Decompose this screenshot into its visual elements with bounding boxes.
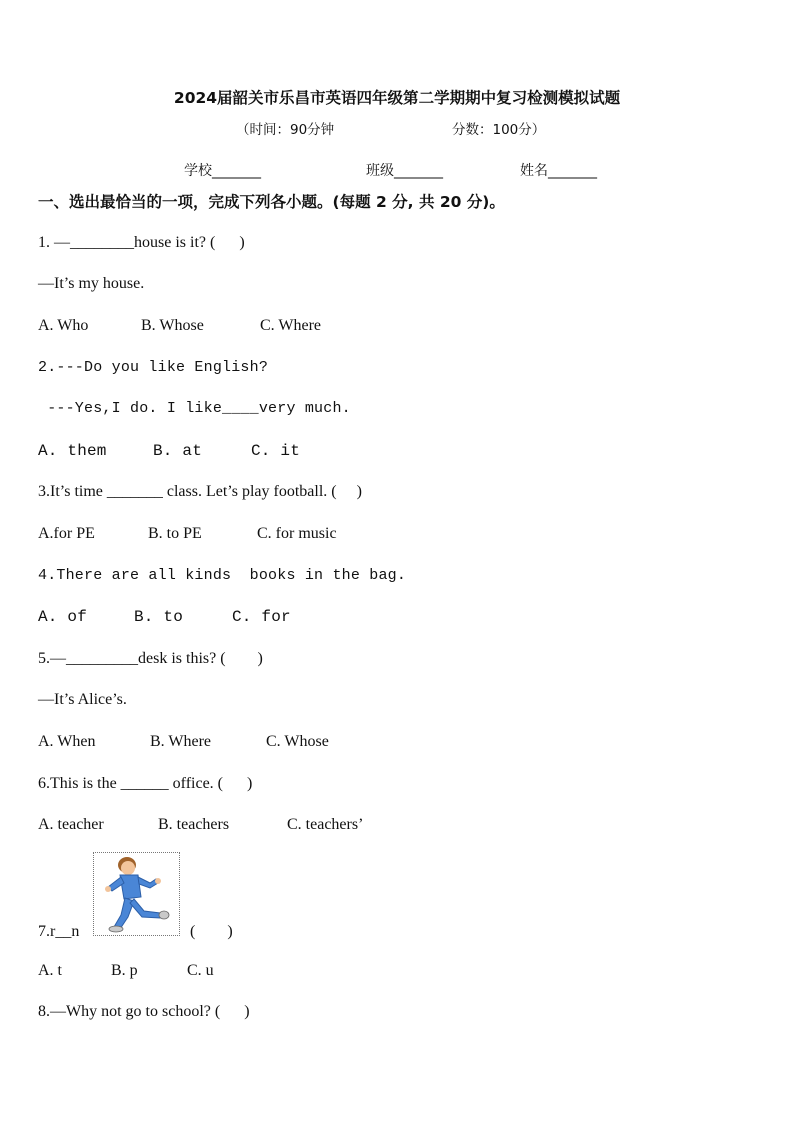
question-stem: 3.It’s time _______ class. Let’s play football. ( ) xyxy=(38,483,362,500)
question-stem: 4.There are all kinds books in the bag. xyxy=(38,567,407,584)
exam-time: （时间：90分钟 xyxy=(236,122,335,138)
option-a: A. t xyxy=(38,962,62,979)
option-c: C. it xyxy=(251,442,301,460)
question-stem: 5.—_________desk is this? ( ) xyxy=(38,650,263,667)
option-c: C. Where xyxy=(260,317,322,334)
option-a: A. Who xyxy=(38,317,89,334)
option-c: C. teachers’ xyxy=(287,816,364,833)
class-field: 班级_______ xyxy=(366,163,443,179)
school-field: 学校_______ xyxy=(184,163,261,179)
option-a: A. them xyxy=(38,442,107,460)
option-a: A.for PE xyxy=(38,525,95,542)
option-b: B. to PE xyxy=(148,525,202,542)
running-boy-picture xyxy=(93,852,180,936)
question-answer-line: —It’s Alice’s. xyxy=(38,691,127,708)
section-heading: 一、选出最恰当的一项，完成下列各小题。(每题 2 分, 共 20 分)。 xyxy=(38,193,505,211)
name-field: 姓名_______ xyxy=(520,163,597,179)
option-b: B. Whose xyxy=(141,317,204,334)
running-boy-icon xyxy=(94,853,179,935)
answer-parentheses: ( ) xyxy=(190,923,233,940)
option-c: C. u xyxy=(187,962,214,979)
question-answer-line: —It’s my house. xyxy=(38,275,145,292)
option-c: C. Whose xyxy=(266,733,329,750)
option-a: A. When xyxy=(38,733,96,750)
option-b: B. Where xyxy=(150,733,212,750)
option-c: C. for music xyxy=(257,525,337,542)
exam-score: 分数：100分） xyxy=(452,122,546,138)
option-b: B. p xyxy=(111,962,138,979)
option-b: B. to xyxy=(134,608,184,626)
exam-title: 2024届韶关市乐昌市英语四年级第二学期期中复习检测模拟试题 xyxy=(173,89,621,107)
question-stem: 1. —________house is it? ( ) xyxy=(38,234,245,251)
option-b: B. teachers xyxy=(158,816,230,833)
question-answer-line: ---Yes,I do. I like____very much. xyxy=(38,400,351,417)
question-stem: 2.---Do you like English? xyxy=(38,359,269,376)
option-c: C. for xyxy=(232,608,291,626)
option-b: B. at xyxy=(153,442,203,460)
option-a: A. of xyxy=(38,608,88,626)
question-stem: 8.—Why not go to school? ( ) xyxy=(38,1003,250,1020)
question-stem: 7.r__n xyxy=(38,923,80,940)
question-stem: 6.This is the ______ office. ( ) xyxy=(38,775,253,792)
option-a: A. teacher xyxy=(38,816,104,833)
